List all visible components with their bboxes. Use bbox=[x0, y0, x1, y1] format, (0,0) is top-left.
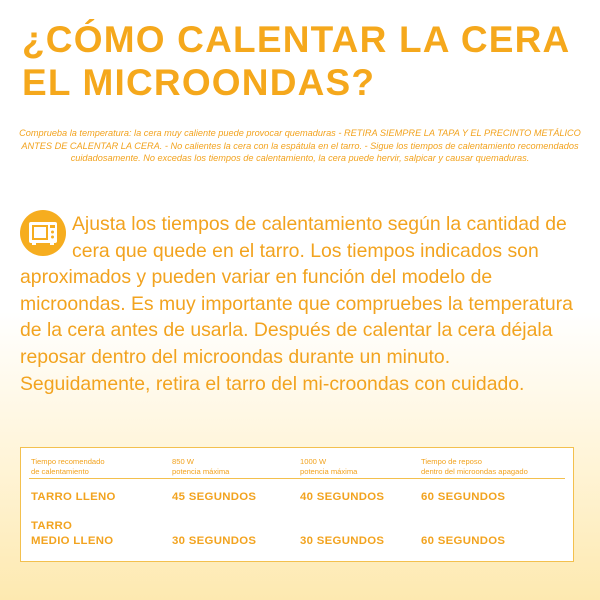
row-full-rest: 60 SEGUNDOS bbox=[421, 491, 506, 503]
header-recommended-time: Tiempo recomendado de calentamiento bbox=[31, 457, 105, 476]
header-divider bbox=[29, 478, 565, 479]
warning-text: Comprueba la temperatura: la cera muy caliente puede provocar quemaduras - RETIRA SIEMPRE LA TAPA Y EL PRECINTO METÁLICO ANTES DE CALENTAR LA CERA. - No calientes la cera con la espátula en el tarro. - Sigue los tiempos de calentamiento recomendados cuidadosamente. No excedas los tiempos de calentamiento, la cera puede hervir, salpicar y causar quemaduras. bbox=[19, 128, 581, 164]
row-full-label: TARRO LLENO bbox=[31, 491, 116, 503]
instructions-paragraph bbox=[20, 211, 582, 397]
heating-times-table bbox=[20, 447, 574, 562]
header-rest-time: Tiempo de reposo dentro del microondas apagado bbox=[421, 457, 528, 476]
instructions-text: Ajusta los tiempos de calentamiento según la cantidad de cera que quede en el tarro. Los tiempos indicados son aproximados y pueden variar en función del modelo de microondas. Es muy importante que compruebes la temperatura de la cera antes de usarla. Después de calentar la cera déjala reposar dentro del microondas durante un minuto. Seguidamente, retira el tarro del mi-croondas con cuidado. bbox=[20, 213, 573, 395]
row-half-850w: 30 SEGUNDOS bbox=[172, 535, 257, 547]
row-half-rest: 60 SEGUNDOS bbox=[421, 535, 506, 547]
header-850w: 850 W potencia máxima bbox=[172, 457, 230, 476]
row-half-label: TARRO MEDIO LLENO bbox=[31, 520, 114, 547]
row-half-1000w: 30 SEGUNDOS bbox=[300, 535, 385, 547]
row-full-1000w: 40 SEGUNDOS bbox=[300, 491, 385, 503]
page-title: ¿CÓMO CALENTAR LA CERA EL MICROONDAS? bbox=[22, 19, 570, 103]
row-full-850w: 45 SEGUNDOS bbox=[172, 491, 257, 503]
header-1000w: 1000 W potencia máxima bbox=[300, 457, 358, 476]
